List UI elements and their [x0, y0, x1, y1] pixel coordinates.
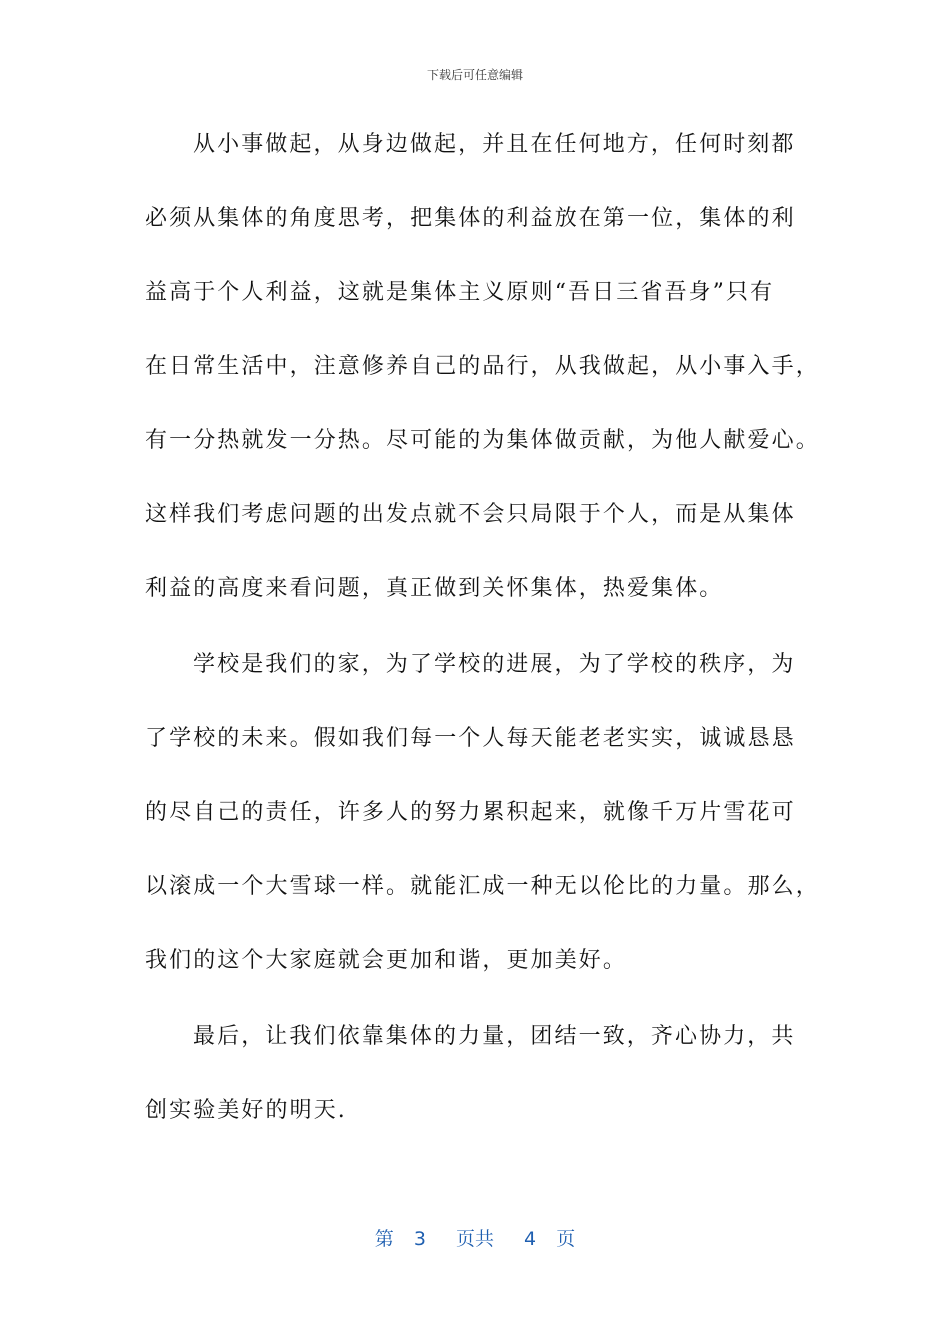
text-line-2: 必须从集体的角度思考，把集体的利益放在第一位，集体的利: [145, 206, 796, 231]
footer-middle: 页共: [455, 1228, 494, 1250]
text-line-10: 的尽自己的责任，许多人的努力累积起来，就像千万片雪花可: [145, 800, 796, 825]
text-line-9: 了学校的未来。假如我们每一个人每天能老老实实，诚诚恳恳: [145, 726, 796, 751]
text-line-7: 利益的高度来看问题，真正做到关怀集体，热爱集体。: [145, 576, 724, 601]
footer-prefix: 第: [374, 1228, 394, 1250]
text-line-11: 以滚成一个大雪球一样。就能汇成一种无以伦比的力量。那么，: [145, 874, 820, 899]
text-line-12: 我们的这个大家庭就会更加和谐，更加美好。: [145, 948, 628, 973]
footer-total-pages: 4: [524, 1228, 537, 1250]
footer-current-page: 3: [413, 1228, 426, 1250]
page-footer: [0, 1224, 950, 1251]
footer-suffix: 页: [556, 1228, 576, 1250]
text-line-13: 最后，让我们依靠集体的力量，团结一致，齐心协力，共: [193, 1024, 796, 1049]
text-line-8: 学校是我们的家，为了学校的进展，为了学校的秩序，为: [193, 652, 796, 677]
text-line-3: 益高于个人利益，这就是集体主义原则“吾日三省吾身”只有: [145, 280, 775, 305]
text-line-1: 从小事做起，从身边做起，并且在任何地方，任何时刻都: [193, 132, 796, 157]
text-line-14: 创实验美好的明天.: [145, 1098, 347, 1123]
page-header: 下载后可任意编辑: [426, 68, 523, 82]
text-line-4: 在日常生活中，注意修养自己的品行，从我做起，从小事入手，: [145, 354, 820, 379]
text-line-6: 这样我们考虑问题的出发点就不会只局限于个人，而是从集体: [145, 502, 796, 527]
text-line-5: 有一分热就发一分热。尽可能的为集体做贡献，为他人献爱心。: [145, 428, 820, 453]
